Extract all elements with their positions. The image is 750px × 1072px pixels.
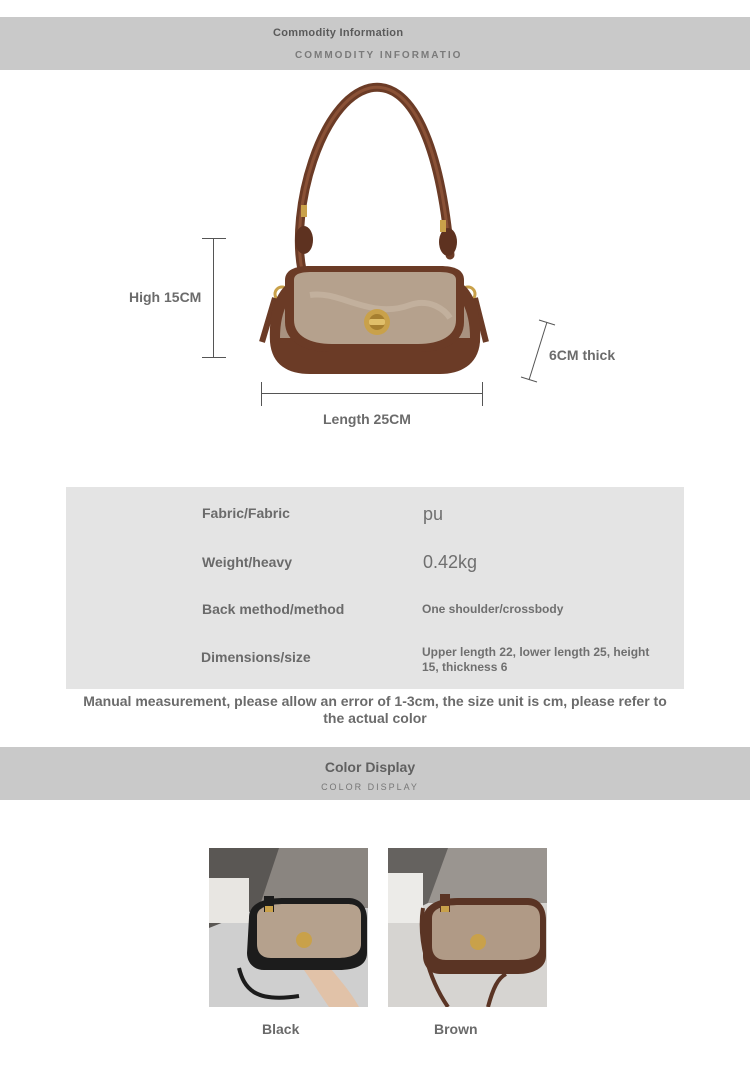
measurement-note: Manual measurement, please allow an error of 1-3cm, the size unit is cm, please refer to the actual color xyxy=(83,693,667,726)
color-label-brown: Brown xyxy=(434,1021,478,1037)
length-tick-right xyxy=(482,382,483,406)
spec-key-weight: Weight/heavy xyxy=(202,554,292,570)
length-label: Length 25CM xyxy=(323,411,411,427)
height-line xyxy=(213,238,214,358)
length-line xyxy=(261,393,483,394)
color-swatch-brown[interactable] xyxy=(388,848,547,1007)
spec-key-carry-method: Back method/method xyxy=(202,601,345,617)
commodity-info-banner xyxy=(0,17,750,70)
height-tick-bottom xyxy=(202,357,226,358)
banner-subtitle: COMMODITY INFORMATIO xyxy=(295,50,463,61)
height-tick-top xyxy=(202,238,226,239)
color-display-banner xyxy=(0,747,750,800)
brown-bag-photo xyxy=(388,848,547,1007)
spec-key-dimensions: Dimensions/size xyxy=(201,649,311,665)
bag-product-image xyxy=(250,80,500,390)
color-display-subtitle: COLOR DISPLAY xyxy=(321,782,419,792)
spec-value-carry-method: One shoulder/crossbody xyxy=(422,602,564,616)
banner-title: Commodity Information xyxy=(273,27,404,39)
color-display-title: Color Display xyxy=(324,759,416,775)
spec-key-fabric: Fabric/Fabric xyxy=(202,505,290,521)
spec-value-dimensions: Upper length 22, lower length 25, height 15, thickness 6 xyxy=(422,645,650,674)
length-tick-left xyxy=(261,382,262,406)
height-label: High 15CM xyxy=(129,289,202,305)
spec-value-weight: 0.42kg xyxy=(423,552,478,572)
color-swatch-black[interactable] xyxy=(209,848,368,1007)
thickness-label: 6CM thick xyxy=(549,347,616,363)
black-bag-photo xyxy=(209,848,368,1007)
color-label-black: Black xyxy=(262,1021,300,1037)
spec-table xyxy=(66,487,684,689)
spec-value-fabric: pu xyxy=(423,504,444,524)
